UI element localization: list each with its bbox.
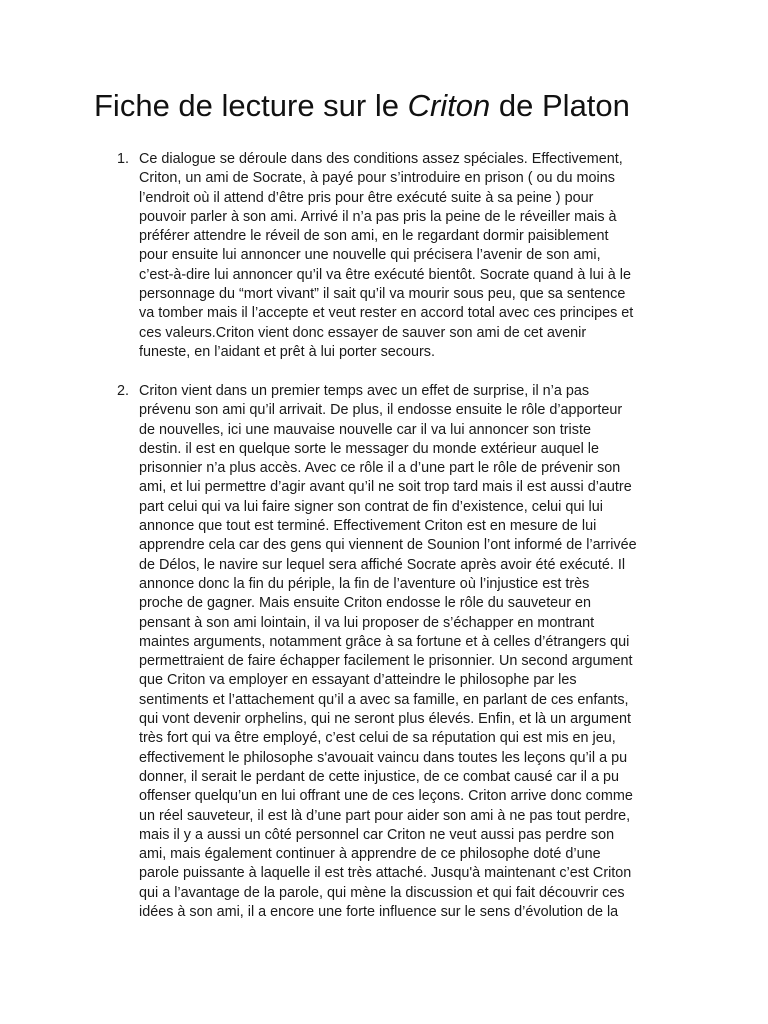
text-line: Criton vient dans un premier temps avec un effet de surprise, il n’a pas	[139, 383, 590, 399]
text-line: donner, il serait le perdant de cette injustice, de ce combat causé car il a pu	[139, 768, 619, 785]
text-line: de nouvelles, ici une mauvaise nouvelle car il va lui annoncer son triste	[139, 421, 591, 438]
text-line: annonce que tout est terminé. Effectivement Criton est en mesure de lui	[139, 518, 597, 535]
text-line: annonce donc la fin du périple, la fin de l’aventure où l’injustice est très	[139, 575, 590, 592]
page-title	[94, 84, 630, 128]
text-line: proche de gagner. Mais ensuite Criton endosse le rôle du sauveteur en	[139, 595, 591, 612]
text-line: offenser quelqu’un en lui offrant une de ces leçons. Criton arrive donc comme	[139, 788, 633, 805]
text-line: va tomber mais il l’accepte et veut rester en accord total avec ces principes et	[139, 305, 634, 322]
text-line: l’endroit où il attend d’être pris pour être exécuté suite à sa peine ) pour	[139, 189, 594, 206]
text-line: permettraient de faire échapper facilement le prisonnier. Un second argument	[139, 653, 633, 670]
text-line: ces valeurs.Criton vient donc essayer de sauver son ami de cet avenir	[139, 324, 587, 341]
text-line: pensant à son ami lointain, il va lui proposer de s’échapper en montrant	[139, 614, 595, 631]
text-line: Ce dialogue se déroule dans des conditions assez spéciales. Effectivement,	[139, 151, 623, 167]
text-line: apprendre cela car des gens qui viennent de Sounion l’ont informé de l’arrivée	[139, 537, 637, 554]
text-line: qui vont devenir orphelins, qui ne seront plus élevés. Enfin, et là un argument	[139, 711, 631, 728]
text-line: qui a l’avantage de la parole, qui mène la discussion et qui fait découvrir ces	[139, 884, 625, 901]
text-line: effectivement le philosophe s'avouait vaincu dans toutes les leçons qu’il a pu	[139, 749, 628, 766]
text-line: sentiments et l’attachement qu’il a avec sa famille, en parlant de ces enfants,	[139, 691, 629, 708]
text-line: part celui qui va lui faire signer son contrat de fin d’existence, celui qui lui	[139, 498, 603, 515]
text-line: c’est-à-dire lui annoncer qu’il va être exécuté bientôt. Socrate quand à lui à le	[139, 266, 631, 283]
text-line: préférer attendre le réveil de son ami, en le regardant dormir paisiblement	[139, 228, 609, 245]
title-suffix: de Platon	[490, 88, 630, 123]
text-line: que Criton va employer en essayant d’atteindre le philosophe par les	[139, 672, 577, 689]
text-line: pouvoir parler à son ami. Arrivé il n’a pas pris la peine de le réveiller mais à	[139, 208, 617, 225]
title-work-name: Criton	[407, 88, 491, 123]
text-line: maintes arguments, notamment grâce à sa fortune et à celles d’étrangers qui	[139, 633, 630, 650]
text-line: ami, et lui permettre d’agir avant qu’il ne soit trop tard mais il est aussi d’autre	[139, 479, 632, 496]
text-line: très fort qui va être employé, c’est celui de sa réputation qui est mis en jeu,	[139, 730, 616, 747]
text-line: parole puissante à laquelle il est très attaché. Jusqu'à maintenant c’est Criton	[139, 865, 632, 882]
text-line: idées à son ami, il a encore une forte influence sur le sens d’évolution de la	[139, 904, 619, 921]
text-line: destin. il est en quelque sorte le messager du monde extérieur auquel le	[139, 440, 599, 457]
text-line: un réel sauveteur, il est là d’une part pour aider son ami à ne pas tout perdre,	[139, 807, 631, 824]
paragraph-text	[139, 150, 679, 362]
text-line: prévenu son ami qu’il arrivait. De plus, il endosse ensuite le rôle d’apporteur	[139, 402, 623, 419]
text-line: Criton, un ami de Socrate, à payé pour s’introduire en prison ( ou du moins	[139, 170, 615, 187]
text-line: de Délos, le navire sur lequel sera affiché Socrate après avoir été exécuté. Il	[139, 556, 626, 573]
paragraph-number: 1.	[117, 151, 130, 167]
paragraph-number: 2.	[117, 383, 130, 399]
text-line: funeste, en l’aidant et prêt à lui porter secours.	[139, 343, 435, 360]
title-prefix: Fiche de lecture sur le	[94, 88, 408, 123]
paragraph-text	[139, 382, 679, 922]
text-line: personnage du “mort vivant” il sait qu’il va mourir sous peu, que sa sentence	[139, 286, 626, 303]
text-line: pour ensuite lui annoncer une nouvelle qui précisera l’avenir de son ami,	[139, 247, 601, 264]
text-line: ami, mais également continuer à apprendre de ce philosophe doté d’une	[139, 846, 601, 863]
text-line: mais il y a aussi un côté personnel car Criton ne veut aussi pas perdre son	[139, 826, 615, 843]
text-line: prisonnier n’a plus accès. Avec ce rôle il a d’une part le rôle de prévenir son	[139, 460, 621, 477]
